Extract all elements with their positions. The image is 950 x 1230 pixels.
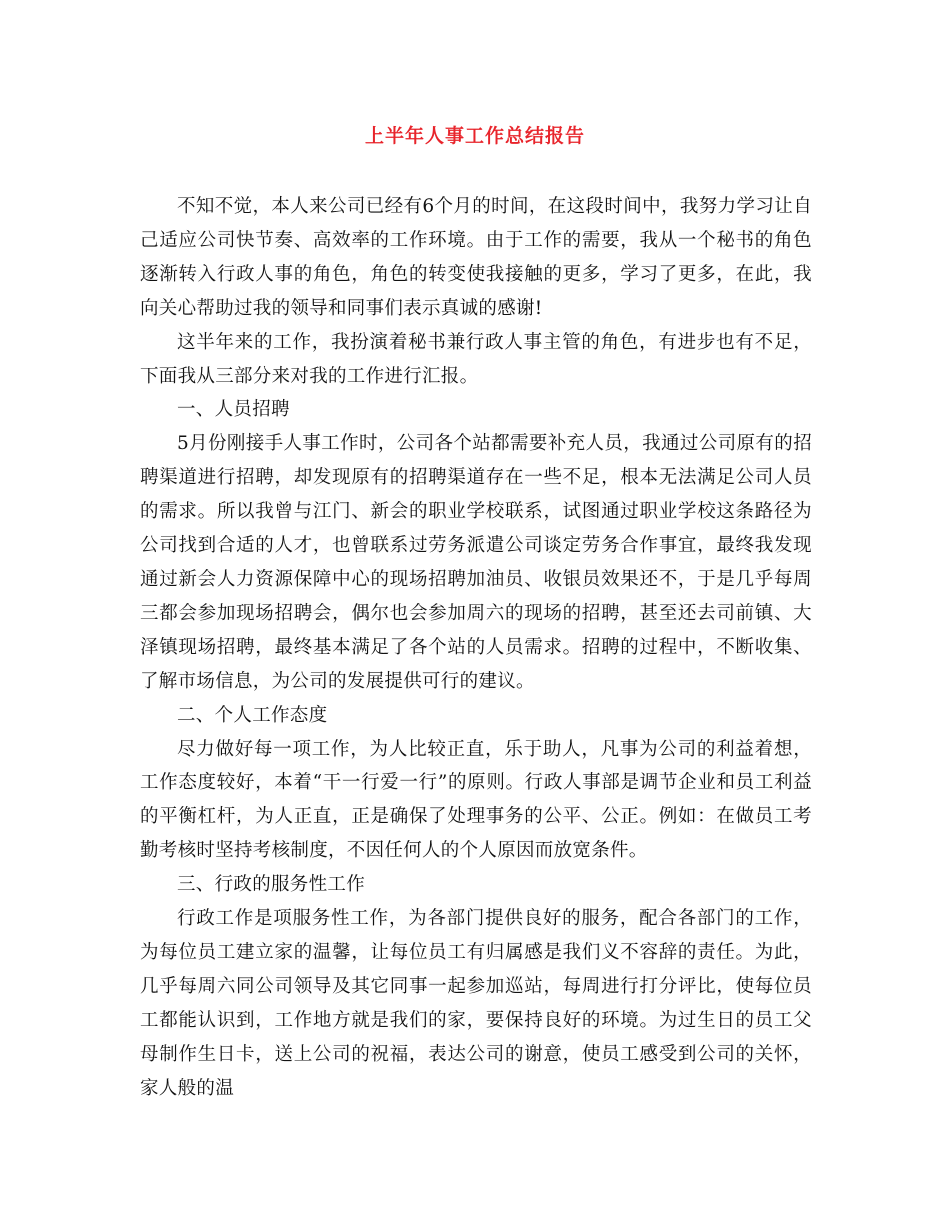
paragraph-attitude: 尽力做好每一项工作，为人比较正直，乐于助人，凡事为公司的利益着想，工作态度较好，本着“干一行爱一行”的原则。行政人事部是调节企业和员工利益的平衡杠杆，为人正直，正是确保了处理事务的公平、公正。例如：在做员工考勤考核时坚持考核制度，不因任何人的个人原因而放宽条件。 xyxy=(140,738,812,862)
section-heading-attitude: 二、个人工作态度 xyxy=(177,704,328,726)
document-body xyxy=(140,190,812,1105)
paragraph-service: 行政工作是项服务性工作，为各部门提供良好的服务，配合各部门的工作，为每位员工建立家的温馨，让每位员工有归属感是我们义不容辞的责任。为此，几乎每周六同公司领导及其它同事一起参加巡站，每周进行打分评比，使每位员工都能认识到，工作地方就是我们的家，要保持良好的环境。为过生日的员工父母制作生日卡，送上公司的祝福，表达公司的谢意，使员工感受到公司的关怀，家人般的温 xyxy=(140,908,812,1099)
paragraph-recruitment: 5月份刚接手人事工作时，公司各个站都需要补充人员，我通过公司原有的招聘渠道进行招聘，却发现原有的招聘渠道存在一些不足，根本无法满足公司人员的需求。所以我曾与江门、新会的职业学校联系，试图通过职业学校这条路径为公司找到合适的人才，也曾联系过劳务派遣公司谈定劳务合作事宜，最终我发现通过新会人力资源保障中心的现场招聘加油员、收银员效果还不，于是几乎每周三都会参加现场招聘会，偶尔也会参加周六的现场的招聘，甚至还去司前镇、大泽镇现场招聘，最终基本满足了各个站的人员需求。招聘的过程中，不断收集、了解市场信息，为公司的发展提供可行的建议。 xyxy=(140,433,812,692)
paragraph-intro: 不知不觉，本人来公司已经有6个月的时间，在这段时间中，我努力学习让自己适应公司快节奏、高效率的工作环境。由于工作的需要，我从一个秘书的角色逐渐转入行政人事的角色，角色的转变使我接触的更多，学习了更多，在此，我向关心帮助过我的领导和同事们表示真诚的感谢! xyxy=(140,196,812,319)
section-heading-service: 三、行政的服务性工作 xyxy=(177,874,366,896)
section-heading-recruitment: 一、人员招聘 xyxy=(177,399,290,421)
paragraph-overview: 这半年来的工作，我扮演着秘书兼行政人事主管的角色，有进步也有不足，下面我从三部分来对我的工作进行汇报。 xyxy=(140,331,812,387)
document-title: 上半年人事工作总结报告 xyxy=(364,125,585,147)
